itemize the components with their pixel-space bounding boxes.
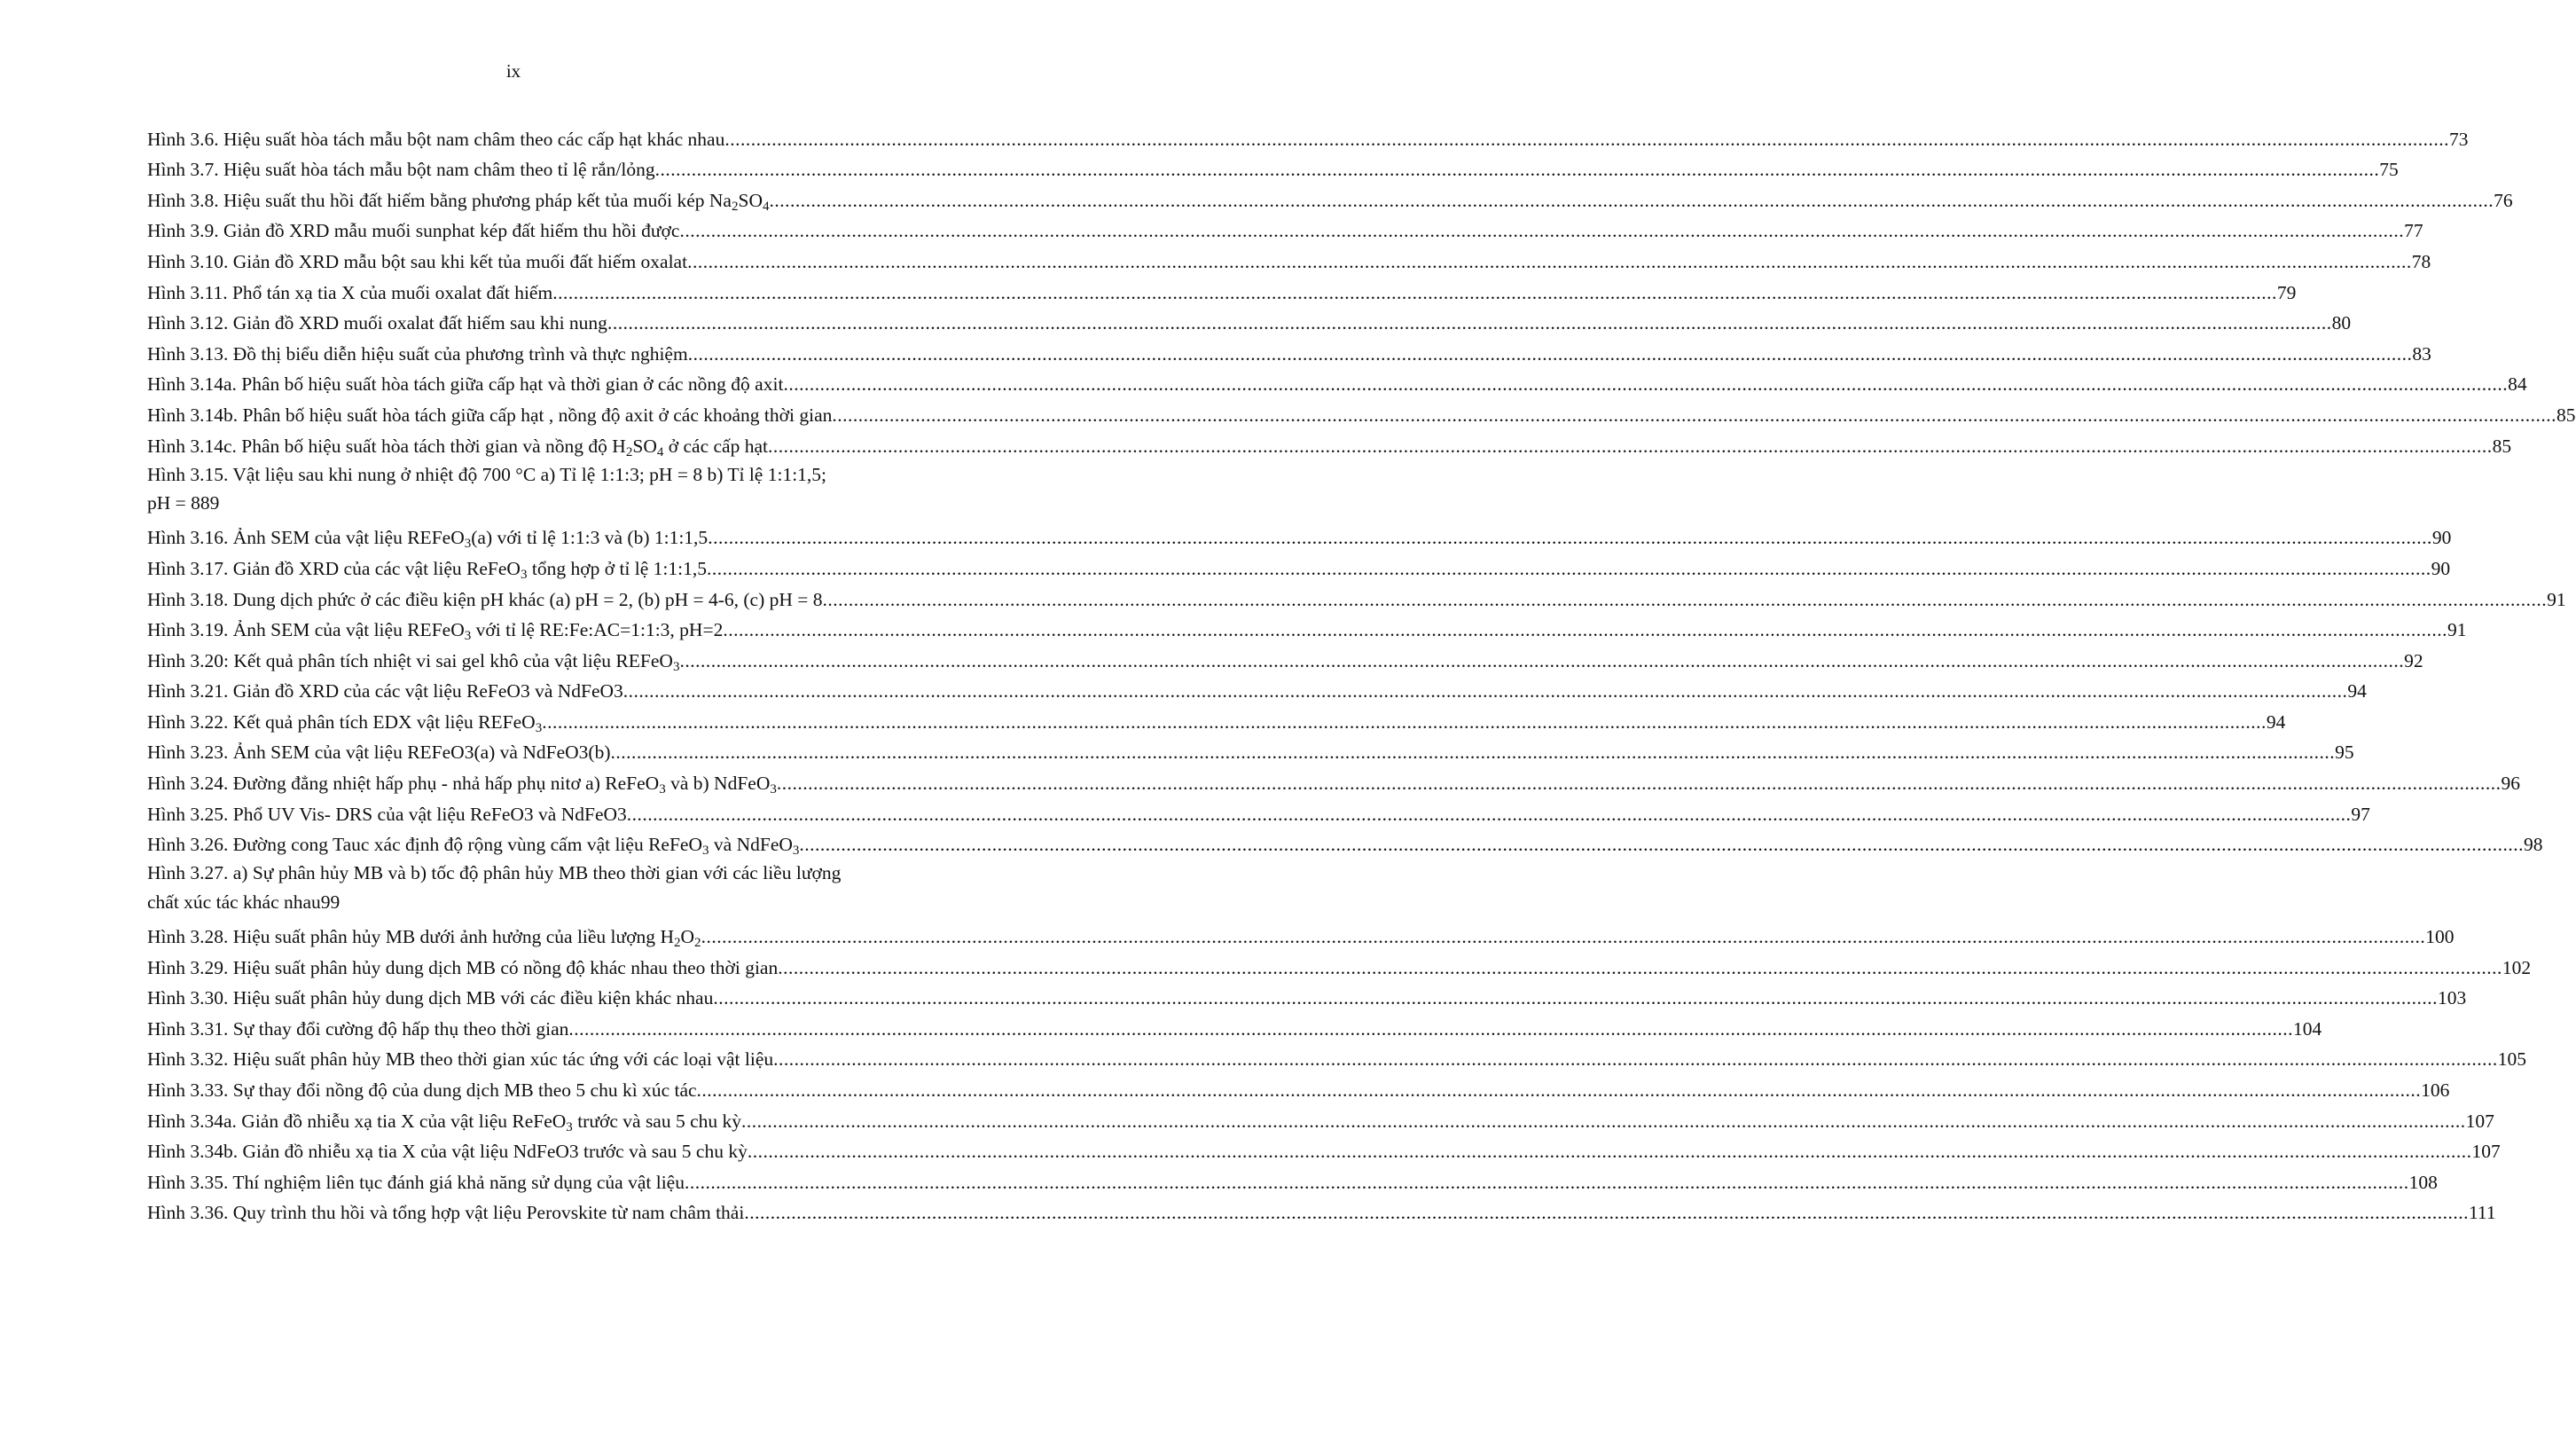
toc-entry[interactable] <box>147 458 928 519</box>
toc-entry[interactable] <box>147 917 2455 950</box>
toc-entry-page: 85 <box>2556 404 2576 426</box>
dot-leader <box>607 312 2332 334</box>
toc-entry-page: 91 <box>2547 588 2566 610</box>
toc-entry-page: 106 <box>2421 1079 2450 1101</box>
toc-entry-title: Hình 3.22. Kết quả phân tích EDX vật liệu REFeO$_3$ <box>147 710 543 735</box>
toc-entry-title: Hình 3.19. Ảnh SEM của vật liệu REFeO$_3$ với tỉ lệ RE:Fe:AC=1:1:3, pH=2 <box>147 619 724 643</box>
toc-entry[interactable] <box>147 304 2352 335</box>
toc-entry-title: Hình 3.21. Giản đồ XRD của các vật liệu ReFeO3 và NdFeO3 <box>147 680 623 702</box>
toc-entry-page: 89 <box>200 492 220 514</box>
toc-entry-title: Hình 3.34a. Giản đồ nhiễu xạ tia X của vật liệu ReFeO$_3$ trước và sau 5 chu kỳ <box>147 1110 742 1134</box>
toc-entry-page: 105 <box>2497 1048 2526 1071</box>
dot-leader <box>724 129 2449 151</box>
toc-entry-title: Hình 3.35. Thí nghiệm liên tục đánh giá khả năng sử dụng của vật liệu <box>147 1171 685 1193</box>
toc-entry[interactable] <box>147 795 2370 826</box>
toc-entry-continuation: chất xúc tác khác nhau <box>147 891 321 913</box>
toc-entry-page: 99 <box>320 891 341 913</box>
toc-entry[interactable] <box>147 120 2469 151</box>
toc-entry-page: 108 <box>2408 1171 2438 1193</box>
dot-leader <box>701 926 2426 948</box>
toc-entry-title: Hình 3.23. Ảnh SEM của vật liệu REFeO3(a) và NdFeO3(b) <box>147 742 611 764</box>
toc-entry-page: 111 <box>2468 1202 2496 1224</box>
toc-entry-page: 104 <box>2293 1017 2322 1040</box>
toc-entry[interactable] <box>147 334 2431 365</box>
toc-entry[interactable] <box>147 181 2513 214</box>
toc-entry-page: 83 <box>2412 342 2431 365</box>
toc-entry-title: Hình 3.18. Dung dịch phức ở các điều kiện pH khác (a) pH = 2, (b) pH = 4-6, (c) pH = 8 <box>147 588 823 610</box>
dot-leader <box>832 404 2556 427</box>
dot-leader <box>627 804 2352 826</box>
dot-leader <box>610 742 2335 764</box>
toc-entry[interactable] <box>147 1133 2501 1164</box>
toc-entry-title: Hình 3.14a. Phân bố hiệu suất hòa tách giữa cấp hạt và thời gian ở các nồng độ axit <box>147 373 784 396</box>
dot-leader <box>723 619 2447 641</box>
toc-entry-page: 75 <box>2379 159 2399 181</box>
toc-entry-page: 85 <box>2492 435 2512 457</box>
toc-entry-title: Hình 3.25. Phổ UV Vis- DRS của vật liệu ReFeO3 và NdFeO3 <box>147 803 627 825</box>
dot-leader <box>707 558 2431 580</box>
dot-leader <box>552 282 2277 304</box>
toc-entry-page: 94 <box>2347 680 2367 702</box>
dot-leader <box>744 1202 2469 1224</box>
dot-leader <box>748 1141 2472 1163</box>
dot-leader <box>783 373 2508 396</box>
toc-entry[interactable] <box>147 1040 2526 1071</box>
toc-entry-page: 107 <box>2465 1110 2494 1132</box>
toc-entry-page: 91 <box>2447 619 2467 641</box>
dot-leader <box>655 159 2380 181</box>
toc-entry[interactable] <box>147 1163 2438 1194</box>
toc-entry-page: 77 <box>2404 220 2423 242</box>
toc-entry[interactable] <box>147 1071 2450 1102</box>
dot-leader <box>777 773 2502 795</box>
toc-entry-page: 84 <box>2508 373 2527 396</box>
toc-entry[interactable] <box>147 151 2399 182</box>
toc-entry-title: Hình 3.8. Hiệu suất thu hồi đất hiếm bằng phương pháp kết tủa muối kép $Na_2SO_4$ <box>147 189 770 214</box>
toc-entry-title: Hình 3.17. Giản đồ XRD của các vật liệu ReFeO$_3$ tổng hợp ở tỉ lệ 1:1:1,5 <box>147 557 707 582</box>
list-of-figures <box>147 120 2576 1224</box>
toc-entry-page: 96 <box>2501 773 2521 795</box>
toc-entry-title: Hình 3.24. Đường đẳng nhiệt hấp phụ - nhả hấp phụ nitơ a) ReFeO$_3$ và b) NdFeO$_3$ <box>147 773 777 797</box>
toc-entry-title: Hình 3.27. a) Sự phân hủy MB và b) tốc độ phân hủy MB theo thời gian với các liều lượng <box>147 862 842 884</box>
toc-entry-page: 90 <box>2431 527 2452 549</box>
toc-entry-title: Hình 3.11. Phổ tán xạ tia X của muối oxalat đất hiếm <box>147 281 553 303</box>
toc-entry-page: 103 <box>2437 987 2467 1009</box>
toc-entry-title: Hình 3.16. Ảnh SEM của vật liệu REFeO$_3$(a) với tỉ lệ 1:1:3 và (b) 1:1:1,5 <box>147 527 709 552</box>
toc-entry[interactable] <box>147 611 2467 643</box>
toc-entry-title: Hình 3.14b. Phân bố hiệu suất hòa tách giữa cấp hạt , nồng độ axit ở các khoảng thời gian <box>147 404 833 426</box>
toc-entry[interactable] <box>147 396 2576 427</box>
toc-entry-page: 98 <box>2524 834 2543 856</box>
toc-entry[interactable] <box>147 641 2423 674</box>
toc-entry-page: 95 <box>2335 742 2354 764</box>
dot-leader <box>542 711 2267 734</box>
toc-entry-title: Hình 3.31. Sự thay đổi cường độ hấp thụ theo thời gian <box>147 1017 569 1040</box>
dot-leader <box>688 343 2413 365</box>
dot-leader <box>823 589 2548 611</box>
dot-leader <box>708 527 2432 549</box>
dot-leader <box>773 1048 2498 1071</box>
toc-entry-title: Hình 3.29. Hiệu suất phân hủy dung dịch MB có nồng độ khác nhau theo thời gian <box>147 956 779 978</box>
toc-entry[interactable] <box>147 702 2286 735</box>
toc-entry[interactable] <box>147 1194 2496 1225</box>
toc-entry[interactable] <box>147 580 2566 611</box>
toc-entry-title: Hình 3.28. Hiệu suất phân hủy MB dưới ảnh hưởng của liều lượng $H_2O_2$ <box>147 926 701 950</box>
toc-entry[interactable] <box>147 242 2431 273</box>
toc-entry[interactable] <box>147 1102 2494 1134</box>
toc-entry-page: 92 <box>2404 649 2423 671</box>
toc-entry[interactable] <box>147 273 2297 304</box>
toc-entry[interactable] <box>147 365 2527 396</box>
toc-entry-page: 100 <box>2425 926 2455 948</box>
toc-entry-title: Hình 3.7. Hiệu suất hòa tách mẫu bột nam châm theo tỉ lệ rắn/lỏng <box>147 159 655 181</box>
dot-leader <box>741 1111 2466 1133</box>
toc-entry-title: Hình 3.30. Hiệu suất phân hủy dung dịch MB với các điều kiện khác nhau <box>147 987 714 1009</box>
dot-leader <box>568 1018 2293 1040</box>
dot-leader <box>679 650 2404 672</box>
toc-entry-title: Hình 3.36. Quy trình thu hồi và tổng hợp vật liệu Perovskite từ nam châm thải <box>147 1202 745 1224</box>
toc-entry[interactable] <box>147 427 2512 459</box>
dot-leader <box>687 251 2412 273</box>
toc-entry-title: Hình 3.6. Hiệu suất hòa tách mẫu bột nam châm theo các cấp hạt khác nhau <box>147 128 725 150</box>
toc-entry-title: Hình 3.14c. Phân bố hiệu suất hòa tách thời gian và nồng độ $H_2SO_4$ ở các cấp hạt <box>147 435 768 459</box>
toc-entry[interactable] <box>147 734 2354 765</box>
dot-leader <box>697 1079 2422 1102</box>
toc-entry-page: 79 <box>2276 281 2297 303</box>
toc-entry-title: Hình 3.10. Giản đồ XRD mẫu bột sau khi kết tủa muối đất hiếm oxalat <box>147 250 688 272</box>
toc-entry-title: Hình 3.15. Vật liệu sau khi nung ở nhiệt độ 700 °C a) Tỉ lệ 1:1:3; pH = 8 b) Tỉ lệ 1:1:1,5; <box>147 463 827 485</box>
toc-entry[interactable] <box>147 948 2532 979</box>
toc-entry[interactable] <box>147 549 2451 582</box>
toc-entry-title: Hình 3.32. Hiệu suất phân hủy MB theo thời gian xúc tác ứng với các loại vật liệu <box>147 1048 774 1071</box>
page-number: ix <box>505 60 521 82</box>
toc-entry-title: Hình 3.26. Đường cong Tauc xác định độ rộng vùng cấm vật liệu ReFeO$_3$ và NdFeO$_3$ <box>147 834 800 858</box>
dot-leader <box>713 987 2438 1009</box>
dot-leader <box>685 1172 2409 1194</box>
toc-entry-page: 97 <box>2351 803 2370 825</box>
toc-entry-title: Hình 3.33. Sự thay đổi nồng độ của dung dịch MB theo 5 chu kì xúc tác <box>147 1079 697 1101</box>
toc-entry-page: 80 <box>2331 312 2352 334</box>
toc-entry[interactable] <box>147 979 2467 1010</box>
toc-entry-title: Hình 3.13. Đồ thị biểu diễn hiệu suất của phương trình và thực nghiệm <box>147 342 688 365</box>
toc-entry-page: 107 <box>2471 1141 2501 1163</box>
toc-entry-page: 102 <box>2502 956 2532 978</box>
toc-entry-page: 76 <box>2494 189 2513 211</box>
dot-leader <box>623 680 2348 702</box>
dot-leader <box>778 957 2502 979</box>
toc-entry[interactable] <box>147 764 2521 797</box>
toc-entry[interactable] <box>147 856 928 917</box>
toc-entry-continuation: pH = 8 <box>147 492 200 514</box>
toc-entry-page: 94 <box>2266 710 2286 733</box>
toc-entry-title: Hình 3.12. Giản đồ XRD muối oxalat đất hiếm sau khi nung <box>147 312 607 334</box>
dot-leader <box>679 220 2404 242</box>
toc-entry[interactable] <box>147 1009 2322 1040</box>
toc-entry-page: 78 <box>2411 250 2431 272</box>
toc-entry-title: Hình 3.9. Giản đồ XRD mẫu muối sunphat kép đất hiếm thu hồi được <box>147 220 680 242</box>
toc-entry[interactable] <box>147 212 2423 243</box>
dot-leader <box>770 190 2494 212</box>
toc-entry-title: Hình 3.20: Kết quả phân tích nhiệt vi sai gel khô của vật liệu REFeO$_3$ <box>147 649 680 674</box>
toc-entry-page: 90 <box>2431 557 2451 579</box>
dot-leader <box>799 834 2524 856</box>
toc-entry[interactable] <box>147 672 2367 703</box>
toc-entry[interactable] <box>147 826 2543 858</box>
dot-leader <box>768 436 2493 458</box>
toc-entry[interactable] <box>147 519 2452 552</box>
toc-entry-page: 73 <box>2448 128 2469 150</box>
toc-entry-title: Hình 3.34b. Giản đồ nhiễu xạ tia X của vật liệu NdFeO3 trước và sau 5 chu kỳ <box>147 1141 748 1163</box>
